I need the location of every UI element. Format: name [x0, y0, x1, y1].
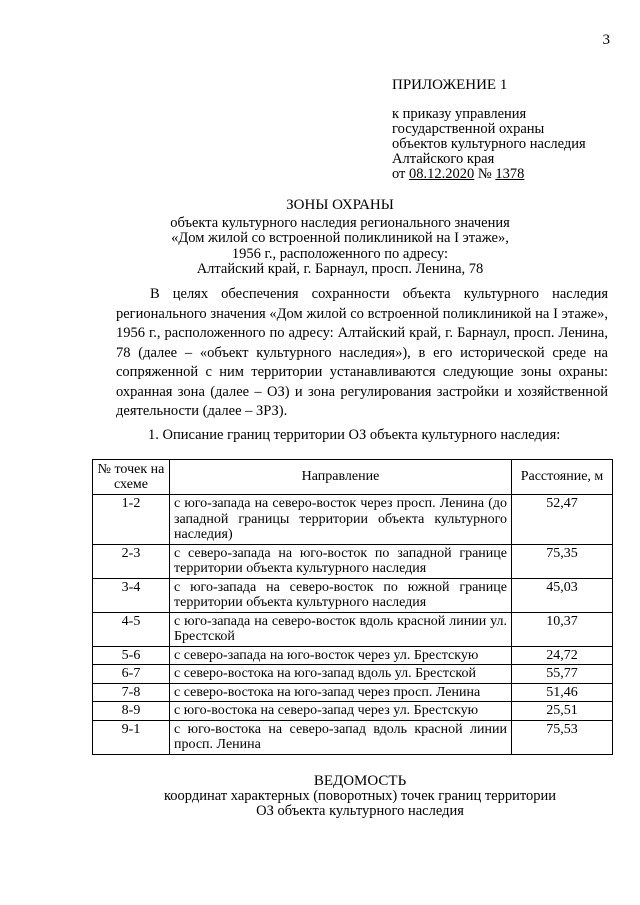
- zones-line: 1956 г., расположенного по адресу:: [231, 245, 449, 262]
- zones-title: ЗОНЫ ОХРАНЫ: [286, 197, 394, 213]
- cell-direction: с юго-востока на северо-запад вдоль красной линии просп. Ленина: [170, 720, 512, 754]
- table-header-row: [93, 460, 613, 495]
- table-row: [93, 578, 613, 612]
- cell-direction: с юго-запада на северо-восток вдоль красной линии ул. Брестской: [170, 612, 512, 646]
- intro-paragraph: В целях обеспечения сохранности объекта культурного наследия регионального значения «Дом жилой со встроенной поликлиникой на I этаже», 1956 г., расположенного по адресу: Алтайский край, г. Барнаул, просп. Ленина, 78 (далее – «объект культурного наследия»), в его исторической среде на сопряженной с ним территории устанавливаются следующие зоны охраны: охранная зона (далее – ОЗ) и зона регулирования застройки и хозяйственной деятельности (далее – ЗРЗ).: [116, 286, 608, 419]
- vedomost-block: [60, 774, 640, 819]
- zones-line: объекта культурного наследия регионального значения: [170, 214, 510, 231]
- table-row: [93, 720, 613, 754]
- cell-points: 5-6: [93, 646, 170, 665]
- appendix-line: к приказу управления: [392, 106, 527, 122]
- zones-line: Алтайский край, г. Барнаул, просп. Ленина, 78: [196, 261, 484, 277]
- cell-distance: 25,51: [512, 702, 613, 721]
- page-number: 3: [602, 32, 610, 48]
- table-row: [93, 544, 613, 578]
- cell-direction: с северо-востока на юго-запад вдоль ул. Брестской: [170, 665, 512, 684]
- table-row: [93, 702, 613, 721]
- cell-distance: 10,37: [512, 612, 613, 646]
- appendix-line: объектов культурного наследия: [392, 136, 586, 152]
- cell-direction: с юго-запада на северо-восток через просп. Ленина (до западной границы территории объекта культурного наследия): [170, 495, 512, 545]
- cell-points: 7-8: [93, 683, 170, 702]
- cell-points: 1-2: [93, 495, 170, 545]
- table-row: [93, 646, 613, 665]
- vedomost-title: ВЕДОМОСТЬ: [313, 773, 407, 789]
- zones-header: [60, 198, 620, 278]
- cell-direction: с северо-востока на юго-запад через просп. Ленина: [170, 683, 512, 702]
- cell-distance: 24,72: [512, 646, 613, 665]
- boundaries-table: [92, 459, 613, 755]
- cell-points: 6-7: [93, 665, 170, 684]
- cell-direction: с северо-запада на юго-восток через ул. Брестскую: [170, 646, 512, 665]
- cell-points: 4-5: [93, 612, 170, 646]
- cell-distance: 75,53: [512, 720, 613, 754]
- zones-line: «Дом жилой со встроенной поликлиникой на I этаже»,: [171, 230, 509, 246]
- table-row: [93, 683, 613, 702]
- cell-distance: 45,03: [512, 578, 613, 612]
- cell-points: 8-9: [93, 702, 170, 721]
- appendix-date-line: [392, 167, 622, 182]
- header-points: № точек на схеме: [93, 460, 170, 495]
- order-number: 1378: [495, 166, 525, 182]
- cell-distance: 55,77: [512, 665, 613, 684]
- appendix-block: [392, 78, 622, 182]
- vedomost-line: координат характерных (поворотных) точек границ территории: [163, 788, 557, 804]
- order-date: 08.12.2020: [409, 166, 475, 182]
- table-row: [93, 612, 613, 646]
- table-row: [93, 665, 613, 684]
- date-prefix: от: [392, 166, 410, 182]
- appendix-line: государственной охраны: [392, 121, 545, 137]
- vedomost-line: ОЗ объекта культурного наследия: [256, 803, 464, 819]
- cell-points: 2-3: [93, 544, 170, 578]
- cell-distance: 52,47: [512, 495, 613, 545]
- cell-direction: с северо-запада на юго-восток по западной границе территории объекта культурного наследия: [170, 544, 512, 578]
- table-row: [93, 495, 613, 545]
- cell-direction: с юго-востока на северо-запад через ул. Брестскую: [170, 702, 512, 721]
- appendix-line: Алтайского края: [392, 151, 495, 167]
- cell-distance: 75,35: [512, 544, 613, 578]
- header-distance: Расстояние, м: [512, 460, 613, 495]
- section-title: 1. Описание границ территории ОЗ объекта культурного наследия:: [148, 427, 561, 443]
- header-direction: Направление: [170, 460, 512, 495]
- number-prefix: №: [474, 166, 496, 182]
- cell-distance: 51,46: [512, 683, 613, 702]
- cell-points: 9-1: [93, 720, 170, 754]
- cell-points: 3-4: [93, 578, 170, 612]
- appendix-title: ПРИЛОЖЕНИЕ 1: [392, 77, 508, 93]
- cell-direction: с юго-запада на северо-восток по южной границе территории объекта культурного наследия: [170, 578, 512, 612]
